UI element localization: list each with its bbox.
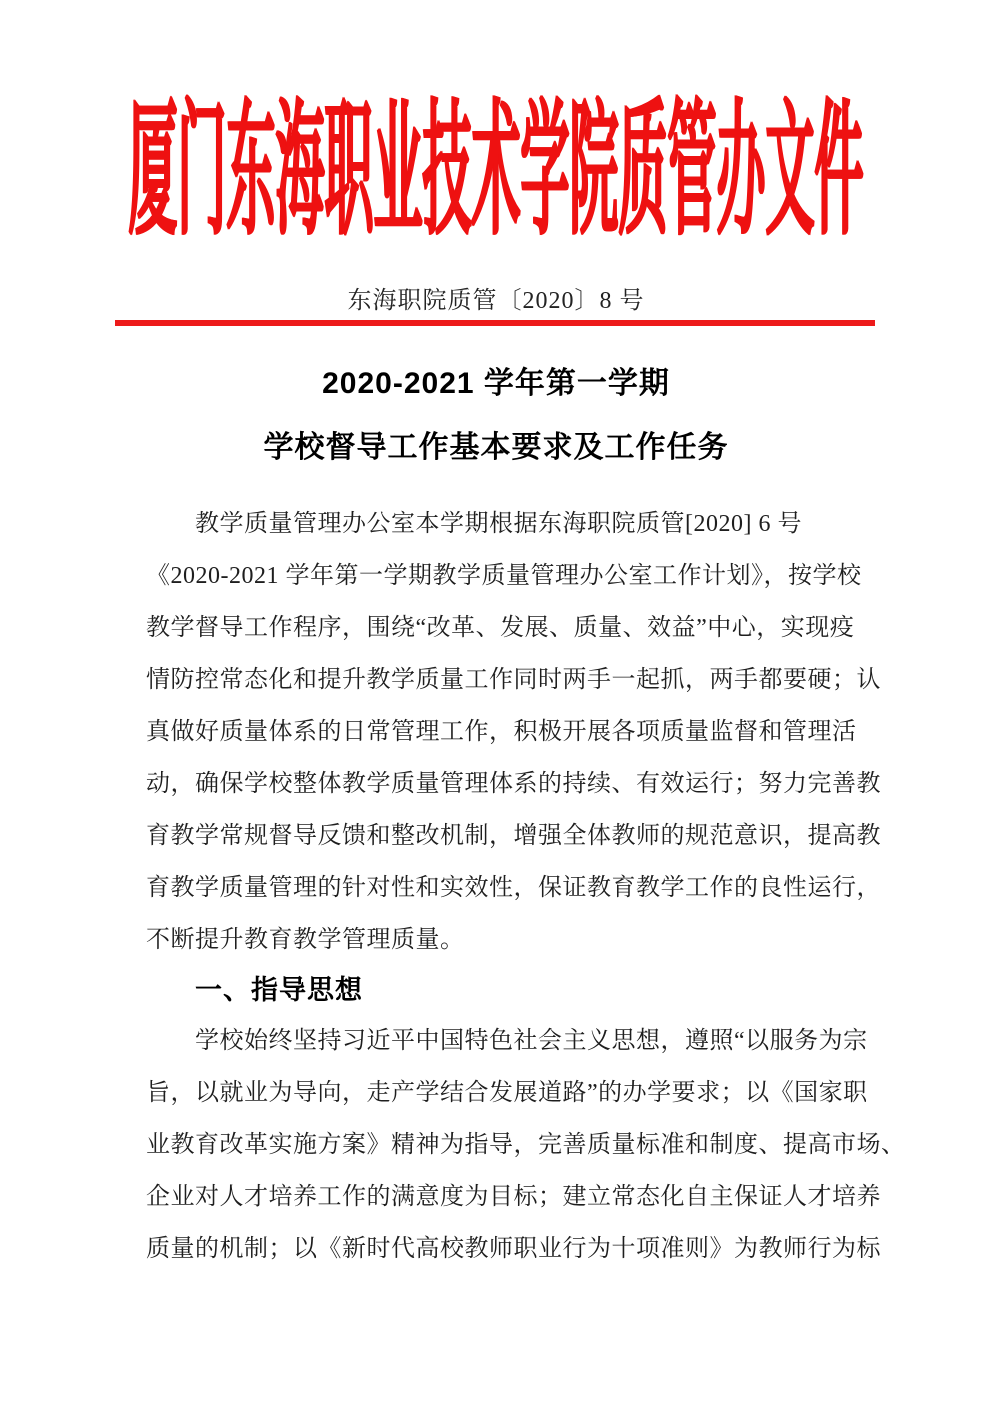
doc-title-line-1: 2020-2021 学年第一学期 <box>322 367 670 400</box>
paragraph-1 <box>146 498 881 966</box>
red-divider <box>115 320 875 326</box>
body-line: 业教育改革实施方案》精神为指导，完善质量标准和制度、提高市场、 <box>146 1132 906 1158</box>
body-line: 企业对人才培养工作的满意度为目标；建立常态化自主保证人才培养 <box>146 1184 881 1210</box>
section-1-heading: 一、指导思想 <box>195 975 363 1005</box>
letterhead-banner <box>0 89 992 254</box>
body-line: 质量的机制；以《新时代高校教师职业行为十项准则》为教师行为标 <box>146 1236 881 1262</box>
doc-title-line-2: 学校督导工作基本要求及工作任务 <box>263 431 729 464</box>
body-line: 育教学质量管理的针对性和实效性，保证教育教学工作的良性运行， <box>146 875 881 901</box>
body-line: 学校始终坚持习近平中国特色社会主义思想，遵照“以服务为宗 <box>195 1028 868 1054</box>
body-line: 真做好质量体系的日常管理工作，积极开展各项质量监督和管理活 <box>146 719 857 745</box>
banner-title: 厦门东海职业技术学院质管办文件 <box>128 89 864 254</box>
body-line: 《2020-2021 学年第一学期教学质量管理办公室工作计划》，按学校 <box>146 563 862 589</box>
body-line: 教学质量管理办公室本学期根据东海职院质管[2020] 6 号 <box>195 511 802 537</box>
body-line: 旨，以就业为导向，走产学结合发展道路”的办学要求；以《国家职 <box>146 1080 868 1106</box>
body-line: 教学督导工作程序，围绕“改革、发展、质量、效益”中心，实现疫 <box>146 615 855 641</box>
body-line: 不断提升教育教学管理质量。 <box>146 927 465 953</box>
body-line: 动，确保学校整体教学质量管理体系的持续、有效运行；努力完善教 <box>146 771 881 797</box>
body-line: 情防控常态化和提升教学质量工作同时两手一起抓，两手都要硬；认 <box>146 667 881 693</box>
body-line: 育教学常规督导反馈和整改机制，增强全体教师的规范意识，提高教 <box>146 823 881 849</box>
doc-number: 东海职院质管〔2020〕8 号 <box>347 288 645 314</box>
paragraph-2 <box>146 1015 906 1275</box>
